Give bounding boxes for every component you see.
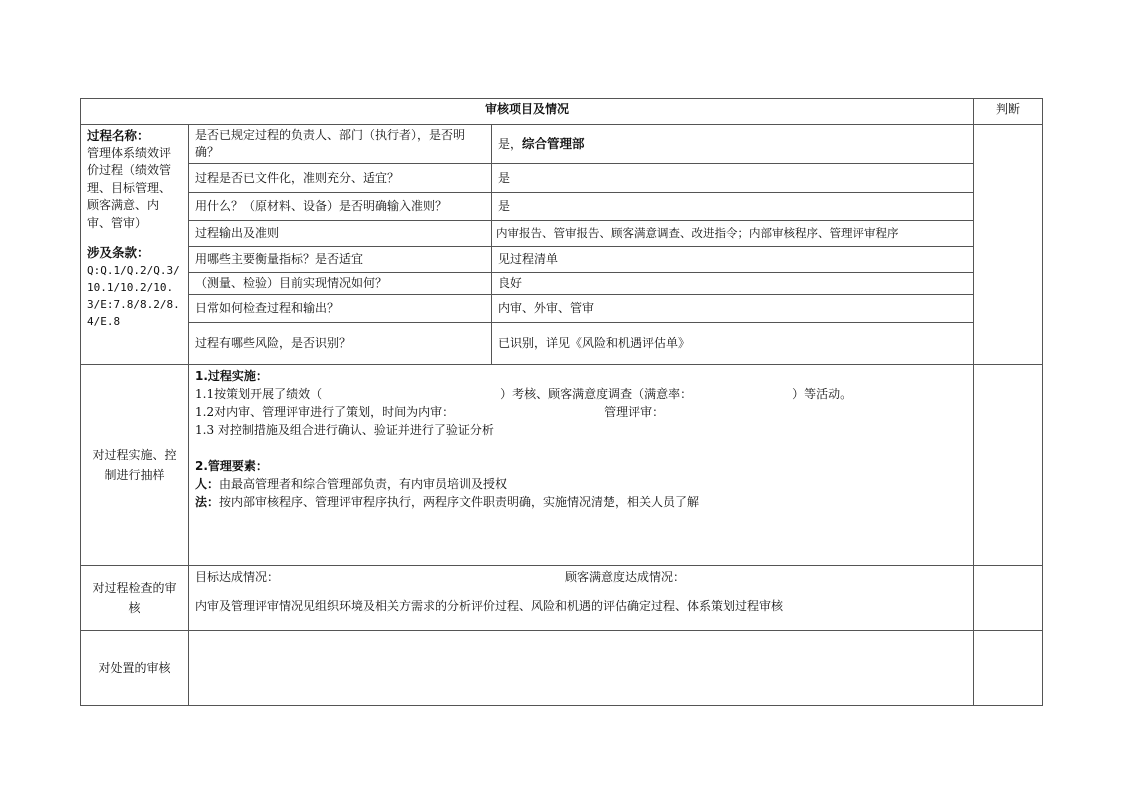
process-name-label: 过程名称： bbox=[87, 128, 150, 143]
answer-text: 已识别，详见《风险和机遇评估单》 bbox=[492, 323, 974, 365]
disposal-label: 对处置的审核 bbox=[81, 631, 189, 706]
check-content bbox=[189, 566, 974, 631]
check-note: 内审及管理评审情况见组织环境及相关方需求的分析评价过程、风险和机遇的评估确定过程、体系策划过程审核 bbox=[195, 599, 784, 613]
section-process-implementation: 1.过程实施： bbox=[195, 369, 268, 383]
answer-text: 是 bbox=[492, 193, 974, 221]
method-line: 法：按内部审核程序、管理评审程序执行，两程序文件职责明确，实施情况清楚，相关人员了解 bbox=[195, 495, 700, 509]
question-text: 用什么？（原材料、设备）是否明确输入准则？ bbox=[189, 193, 492, 221]
impl-line-3: 1.3 对控制措施及组合进行确认、验证并进行了验证分析 bbox=[195, 423, 494, 437]
header-row bbox=[81, 99, 1043, 125]
judgment-cell-3 bbox=[974, 566, 1043, 631]
question-text: 是否已规定过程的负责人、部门（执行者），是否明确？ bbox=[189, 125, 492, 164]
judgment-cell-2 bbox=[974, 365, 1043, 566]
check-row bbox=[81, 566, 1043, 631]
judgment-cell-1 bbox=[974, 125, 1043, 365]
question-row bbox=[81, 193, 1043, 221]
implementation-row bbox=[81, 365, 1043, 566]
implementation-content bbox=[189, 365, 974, 566]
table-title: 审核项目及情况 bbox=[81, 99, 974, 125]
impl-line-2: 1.2对内审、管理评审进行了策划，时间为内审： 管理评审： bbox=[195, 405, 665, 419]
question-row bbox=[81, 164, 1043, 193]
question-text: 过程有哪些风险，是否识别？ bbox=[189, 323, 492, 365]
judgment-header: 判断 bbox=[974, 99, 1043, 125]
question-text: 用哪些主要衡量指标？是否适宜 bbox=[189, 247, 492, 273]
answer-text: 是 bbox=[492, 164, 974, 193]
check-label: 对过程检查的审核 bbox=[81, 566, 189, 631]
answer-text: 良好 bbox=[492, 273, 974, 295]
clauses-value: Q:Q.1/Q.2/Q.3/10.1/10.2/10.3/E:7.8/8.2/8.4/E.8 bbox=[87, 263, 180, 328]
question-text: 过程是否已文件化，准则充分、适宜？ bbox=[189, 164, 492, 193]
clauses-label: 涉及条款： bbox=[87, 245, 150, 260]
question-row bbox=[81, 295, 1043, 323]
process-name-value: 管理体系绩效评价过程（绩效管理、目标管理、顾客满意、内审、管审） bbox=[87, 145, 172, 230]
customer-satisfaction: 顾客满意度达成情况： bbox=[565, 570, 686, 584]
answer-text: 见过程清单 bbox=[492, 247, 974, 273]
question-row bbox=[81, 247, 1043, 273]
answer-text: 内审报告、管审报告、顾客满意调查、改进指令；内部审核程序、管理评审程序 bbox=[492, 221, 974, 247]
question-row bbox=[81, 273, 1043, 295]
judgment-cell-4 bbox=[974, 631, 1043, 706]
answer-text: 内审、外审、管审 bbox=[492, 295, 974, 323]
question-text: （测量、检验）目前实现情况如何？ bbox=[189, 273, 492, 295]
question-row bbox=[81, 125, 1043, 164]
goal-achievement: 目标达成情况： bbox=[195, 570, 280, 584]
answer-text: 是，综合管理部 bbox=[492, 125, 974, 164]
process-info-cell bbox=[81, 125, 189, 365]
question-row bbox=[81, 323, 1043, 365]
disposal-content bbox=[189, 631, 974, 706]
section-management-elements: 2.管理要素： bbox=[195, 459, 268, 473]
disposal-row bbox=[81, 631, 1043, 706]
implementation-label: 对过程实施、控制进行抽样 bbox=[81, 365, 189, 566]
question-text: 日常如何检查过程和输出？ bbox=[189, 295, 492, 323]
people-line: 人：由最高管理者和综合管理部负责，有内审员培训及授权 bbox=[195, 477, 508, 491]
audit-table bbox=[80, 98, 1043, 706]
impl-line-1: 1.1按策划开展了绩效（ ）考核、顾客满意度调查（满意率： ）等活动。 bbox=[195, 387, 853, 401]
question-row bbox=[81, 221, 1043, 247]
question-text: 过程输出及准则 bbox=[189, 221, 492, 247]
